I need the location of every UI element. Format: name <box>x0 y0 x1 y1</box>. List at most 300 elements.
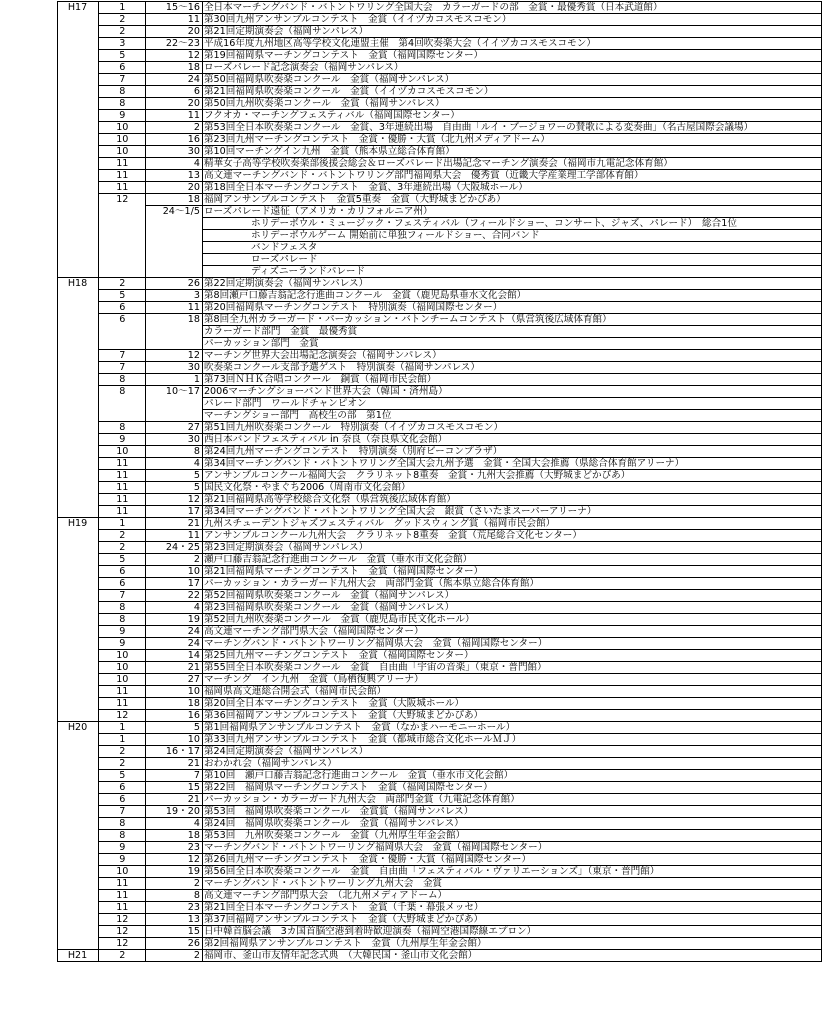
era-cell <box>58 422 99 434</box>
era-cell <box>58 206 99 218</box>
day-cell: 10 <box>146 734 202 746</box>
table-row <box>58 890 822 902</box>
month-cell: 12 <box>99 926 146 938</box>
day-cell: 16 <box>146 710 202 722</box>
table-row <box>58 578 822 590</box>
month-cell: 6 <box>99 578 146 590</box>
month-cell: 2 <box>99 278 146 290</box>
era-cell <box>58 602 99 614</box>
event-description-cell: 全日本マーチングバンド・バトントワリング全国大会 カラーガードの部 金賞・最優秀賞（日本武道館） <box>202 2 821 14</box>
day-cell: 18 <box>146 698 202 710</box>
table-row <box>58 2 822 14</box>
event-description-cell: 第20回福岡県マーチングコンテスト 特別演奏（福岡国際センター） <box>202 302 821 314</box>
event-description-cell: ローズパレード遠征（アメリカ・カリフォルニア州） <box>202 206 821 218</box>
era-cell <box>58 590 99 602</box>
month-cell <box>99 242 146 254</box>
table-row <box>58 878 822 890</box>
era-cell <box>58 74 99 86</box>
era-cell <box>58 314 99 326</box>
day-cell: 4 <box>146 818 202 830</box>
month-cell: 9 <box>99 842 146 854</box>
day-cell: 5 <box>146 470 202 482</box>
event-description-cell: マーチングバンド・バトントワーリング九州大会 金賞 <box>202 878 821 890</box>
table-row <box>58 422 822 434</box>
month-cell <box>99 326 146 338</box>
month-cell: 8 <box>99 602 146 614</box>
event-description-cell: 第1回福岡県アンサンブルコンテスト 金賞（なかまハーモニーホール） <box>202 722 821 734</box>
table-row <box>58 530 822 542</box>
day-cell: 26 <box>146 278 202 290</box>
era-cell <box>58 554 99 566</box>
table-row <box>58 854 822 866</box>
era-cell <box>58 734 99 746</box>
month-cell: 8 <box>99 86 146 98</box>
event-description-cell: 福岡市、釜山市友情年記念式典 （大韓民国・釜山市文化会館） <box>202 950 821 962</box>
day-cell: 10 <box>146 686 202 698</box>
era-cell <box>58 650 99 662</box>
month-cell: 8 <box>99 422 146 434</box>
era-cell: H18 <box>58 278 99 290</box>
era-cell <box>58 494 99 506</box>
event-description-cell: 第10回 瀬戸口藤吉翁記念行進曲コンクール 金賞（垂水市文化会館） <box>202 770 821 782</box>
event-description-cell: 第21回定期演奏会（福岡サンパレス） <box>202 26 821 38</box>
era-cell <box>58 182 99 194</box>
day-cell: 12 <box>146 854 202 866</box>
event-description-cell: パーカッション部門 金賞 <box>202 338 821 350</box>
event-description-cell: 第20回全日本マーチングコンテスト 金賞（大阪城ホール） <box>202 698 821 710</box>
event-history-table <box>57 1 822 962</box>
event-description-cell: 第24回定期演奏会（福岡サンパレス） <box>202 746 821 758</box>
era-cell <box>58 770 99 782</box>
day-cell: 11 <box>146 14 202 26</box>
event-description-cell: ホリデーボウル・ミュージック・フェスティバル（フィールドショー、コンサート、ジャズ、パレード） 総合1位 <box>202 218 821 230</box>
era-cell <box>58 458 99 470</box>
day-cell: 12 <box>146 494 202 506</box>
month-cell: 9 <box>99 434 146 446</box>
day-cell: 30 <box>146 434 202 446</box>
table-row <box>58 950 822 962</box>
month-cell: 11 <box>99 878 146 890</box>
day-cell: 4 <box>146 602 202 614</box>
table-row <box>58 782 822 794</box>
table-row <box>58 590 822 602</box>
table-row <box>58 266 822 278</box>
table-row <box>58 146 822 158</box>
era-cell <box>58 794 99 806</box>
table-row <box>58 938 822 950</box>
day-cell: 21 <box>146 662 202 674</box>
era-cell <box>58 818 99 830</box>
table-row <box>58 86 822 98</box>
table-row <box>58 698 822 710</box>
month-cell: 11 <box>99 470 146 482</box>
table-row <box>58 254 822 266</box>
table-row <box>58 170 822 182</box>
table-row <box>58 638 822 650</box>
table-row <box>58 818 822 830</box>
day-cell: 1 <box>146 374 202 386</box>
day-cell: 14 <box>146 650 202 662</box>
event-description-cell: 第24回 福岡県吹奏楽コンクール 金賞（福岡サンパレス） <box>202 818 821 830</box>
event-description-cell: 第26回九州マーチングコンテスト 金賞・優勝・大賞（福岡国際センター） <box>202 854 821 866</box>
day-cell: 20 <box>146 98 202 110</box>
day-cell: 15 <box>146 926 202 938</box>
event-description-cell: カラーガード部門 金賞 最優秀賞 <box>202 326 821 338</box>
day-cell: 21 <box>146 794 202 806</box>
month-cell: 1 <box>99 518 146 530</box>
era-cell <box>58 26 99 38</box>
month-cell: 8 <box>99 830 146 842</box>
month-cell: 7 <box>99 362 146 374</box>
day-cell: 18 <box>146 62 202 74</box>
day-cell: 11 <box>146 530 202 542</box>
day-cell: 11 <box>146 110 202 122</box>
event-description-cell: 第8回全九州カラーガード・パーカッション・バトンチームコンテスト（県営筑後広域体育館） <box>202 314 821 326</box>
event-description-cell: 第52回福岡県吹奏楽コンクール 金賞（福岡サンパレス） <box>202 590 821 602</box>
table-row <box>58 482 822 494</box>
day-cell: 20 <box>146 182 202 194</box>
event-description-cell: 第34回マーチングバンド・バトントワリング全国大会 銀賞（さいたまスーパーアリーナ） <box>202 506 821 518</box>
era-cell <box>58 362 99 374</box>
event-description-cell: 九州スチューデントジャズフェスティバル グッドスウィング賞（福岡市民会館） <box>202 518 821 530</box>
month-cell: 11 <box>99 890 146 902</box>
day-cell: 30 <box>146 362 202 374</box>
era-cell <box>58 890 99 902</box>
era-cell <box>58 746 99 758</box>
day-cell: 23 <box>146 842 202 854</box>
day-cell <box>146 266 202 278</box>
era-cell <box>58 110 99 122</box>
month-cell: 6 <box>99 314 146 326</box>
table-row <box>58 182 822 194</box>
event-description-cell: ディズニーランドパレード <box>202 266 821 278</box>
era-cell <box>58 482 99 494</box>
event-description-cell: ローズパレード <box>202 254 821 266</box>
month-cell: 10 <box>99 134 146 146</box>
month-cell: 6 <box>99 794 146 806</box>
month-cell: 12 <box>99 914 146 926</box>
era-cell <box>58 14 99 26</box>
table-row <box>58 302 822 314</box>
month-cell: 5 <box>99 770 146 782</box>
month-cell <box>99 254 146 266</box>
event-description-cell: 第53回 九州吹奏楽コンクール 金賞（九州厚生年金会館） <box>202 830 821 842</box>
event-description-cell: 第36回福岡アンサンブルコンテスト 金賞（大野城まどかぴあ） <box>202 710 821 722</box>
era-cell: H21 <box>58 950 99 962</box>
table-row <box>58 770 822 782</box>
month-cell: 11 <box>99 698 146 710</box>
month-cell: 7 <box>99 806 146 818</box>
era-cell <box>58 290 99 302</box>
table-row <box>58 662 822 674</box>
event-description-cell: 第50回九州吹奏楽コンクール 金賞（福岡サンパレス） <box>202 98 821 110</box>
day-cell: 10～17 <box>146 386 202 398</box>
table-row <box>58 734 822 746</box>
month-cell: 11 <box>99 482 146 494</box>
table-row <box>58 410 822 422</box>
table-row <box>58 350 822 362</box>
event-description-cell: 第21回全日本マーチングコンテスト 金賞（千葉・幕張メッセ） <box>202 902 821 914</box>
era-cell <box>58 866 99 878</box>
day-cell <box>146 230 202 242</box>
day-cell: 22～23 <box>146 38 202 50</box>
era-cell: H20 <box>58 722 99 734</box>
table-row <box>58 278 822 290</box>
table-row <box>58 686 822 698</box>
table-row <box>58 38 822 50</box>
month-cell: 10 <box>99 674 146 686</box>
month-cell: 1 <box>99 722 146 734</box>
day-cell: 2 <box>146 878 202 890</box>
table-row <box>58 746 822 758</box>
table-row <box>58 110 822 122</box>
table-row <box>58 290 822 302</box>
era-cell <box>58 926 99 938</box>
day-cell: 21 <box>146 518 202 530</box>
era-cell <box>58 266 99 278</box>
month-cell: 5 <box>99 554 146 566</box>
day-cell: 18 <box>146 314 202 326</box>
event-description-cell: 第18回全日本マーチングコンテスト 金賞、3年連続出場（大阪城ホール） <box>202 182 821 194</box>
event-description-cell: 国民文化祭・やまぐち2006（周南市文化会館） <box>202 482 821 494</box>
event-description-cell: ローズパレード記念演奏会（福岡サンパレス） <box>202 62 821 74</box>
era-cell <box>58 578 99 590</box>
table-row <box>58 674 822 686</box>
day-cell: 6 <box>146 86 202 98</box>
era-cell <box>58 218 99 230</box>
month-cell: 10 <box>99 662 146 674</box>
era-cell <box>58 146 99 158</box>
era-cell <box>58 170 99 182</box>
month-cell: 2 <box>99 746 146 758</box>
month-cell: 2 <box>99 530 146 542</box>
day-cell: 15 <box>146 782 202 794</box>
era-cell <box>58 662 99 674</box>
table-row <box>58 98 822 110</box>
table-row <box>58 602 822 614</box>
event-description-cell: マーチングショー部門 高校生の部 第1位 <box>202 410 821 422</box>
table-row <box>58 518 822 530</box>
era-cell <box>58 542 99 554</box>
day-cell: 10 <box>146 566 202 578</box>
month-cell: 2 <box>99 542 146 554</box>
month-cell: 3 <box>99 38 146 50</box>
day-cell: 17 <box>146 506 202 518</box>
day-cell: 16 <box>146 134 202 146</box>
month-cell: 9 <box>99 110 146 122</box>
day-cell: 2 <box>146 554 202 566</box>
table-row <box>58 74 822 86</box>
table-row <box>58 470 822 482</box>
month-cell: 11 <box>99 158 146 170</box>
month-cell: 11 <box>99 170 146 182</box>
table-row <box>58 542 822 554</box>
table-row <box>58 722 822 734</box>
table-row <box>58 914 822 926</box>
event-description-cell: 第53回 福岡県吹奏楽コンクール 金賞賞（福岡サンパレス） <box>202 806 821 818</box>
era-cell <box>58 398 99 410</box>
month-cell: 9 <box>99 854 146 866</box>
table-row <box>58 806 822 818</box>
day-cell: 11 <box>146 302 202 314</box>
table-row <box>58 650 822 662</box>
event-description-cell: バンドフェスタ <box>202 242 821 254</box>
day-cell: 27 <box>146 674 202 686</box>
era-cell <box>58 626 99 638</box>
event-description-cell: 第2回福岡県アンサンブルコンテスト 金賞（九州厚生年金会館） <box>202 938 821 950</box>
event-description-cell: 第73回ＮＨＫ合唱コンクール 銅賞（福岡市民会館） <box>202 374 821 386</box>
table-row <box>58 62 822 74</box>
era-cell <box>58 566 99 578</box>
month-cell: 8 <box>99 374 146 386</box>
event-description-cell: 第24回九州マーチングコンテスト 特別演奏（別府ビーコンプラザ） <box>202 446 821 458</box>
day-cell <box>146 254 202 266</box>
day-cell: 17 <box>146 578 202 590</box>
era-cell: H17 <box>58 2 99 14</box>
day-cell: 19・20 <box>146 806 202 818</box>
event-description-cell: おわかれ会（福岡サンパレス） <box>202 758 821 770</box>
event-description-cell: 第55回全日本吹奏楽コンクール 金賞 自由曲「宇宙の音楽」（東京・普門館） <box>202 662 821 674</box>
table-row <box>58 122 822 134</box>
month-cell: 2 <box>99 950 146 962</box>
event-description-cell: 2006マーチングショーバンド世界大会（韓国・済州島） <box>202 386 821 398</box>
event-description-cell: 第21回福岡県高等学校総合文化祭（県営筑後広域体育館） <box>202 494 821 506</box>
day-cell <box>146 218 202 230</box>
month-cell: 12 <box>99 938 146 950</box>
table-row <box>58 362 822 374</box>
day-cell: 24 <box>146 74 202 86</box>
month-cell: 7 <box>99 74 146 86</box>
event-description-cell: 高文連マーチング部門県大会 （北九州メディアドーム） <box>202 890 821 902</box>
era-cell <box>58 38 99 50</box>
month-cell: 12 <box>99 194 146 206</box>
era-cell <box>58 122 99 134</box>
era-cell <box>58 470 99 482</box>
table-row <box>58 626 822 638</box>
month-cell: 11 <box>99 506 146 518</box>
table-row <box>58 458 822 470</box>
event-description-cell: 精華女子高等学校吹奏楽部後援会総会＆ローズパレード出場記念マーチング演奏会（福岡市九電記念体育館） <box>202 158 821 170</box>
month-cell: 10 <box>99 146 146 158</box>
era-cell <box>58 350 99 362</box>
era-cell <box>58 758 99 770</box>
event-description-cell: 第34回マーチングバンド・バトントワリング全国大会九州予選 金賞・全国大会推薦（県総合体育館アリーナ） <box>202 458 821 470</box>
day-cell: 13 <box>146 914 202 926</box>
month-cell: 2 <box>99 758 146 770</box>
table-row <box>58 794 822 806</box>
event-description-cell: 平成16年度九州地区高等学校文化連盟主催 第4回吹奏楽大会（イイヅカコスモスコモン） <box>202 38 821 50</box>
table-row <box>58 218 822 230</box>
table-row <box>58 446 822 458</box>
table-row <box>58 50 822 62</box>
day-cell <box>146 410 202 422</box>
era-cell <box>58 158 99 170</box>
month-cell: 6 <box>99 62 146 74</box>
table-row <box>58 902 822 914</box>
event-description-cell: ホリデーボウルゲーム 開始前に単独フィールドショー、合同バンド <box>202 230 821 242</box>
day-cell: 5 <box>146 722 202 734</box>
table-row <box>58 614 822 626</box>
month-cell: 8 <box>99 386 146 398</box>
event-description-cell: 福岡アンサンブルコンテスト 金賞5重奏 金賞（大野城まどかぴあ） <box>202 194 821 206</box>
era-cell <box>58 902 99 914</box>
day-cell: 21 <box>146 758 202 770</box>
era-cell <box>58 326 99 338</box>
table-row <box>58 26 822 38</box>
era-cell <box>58 710 99 722</box>
month-cell: 7 <box>99 350 146 362</box>
table-row <box>58 338 822 350</box>
event-description-cell: 第21回福岡県マーチングコンテスト 金賞（福岡国際センター） <box>202 566 821 578</box>
era-cell <box>58 938 99 950</box>
era-cell <box>58 410 99 422</box>
era-cell <box>58 686 99 698</box>
month-cell: 10 <box>99 866 146 878</box>
day-cell: 2 <box>146 122 202 134</box>
table-row <box>58 398 822 410</box>
table-row <box>58 710 822 722</box>
day-cell: 24 <box>146 626 202 638</box>
era-cell <box>58 194 99 206</box>
event-description-cell: パーカッション・カラーガード九州大会 両部門金賞（熊本県立総合体育館） <box>202 578 821 590</box>
day-cell: 4 <box>146 458 202 470</box>
table-row <box>58 230 822 242</box>
table-row <box>58 434 822 446</box>
day-cell: 19 <box>146 614 202 626</box>
day-cell: 26 <box>146 938 202 950</box>
era-cell <box>58 50 99 62</box>
table-row <box>58 134 822 146</box>
event-description-cell: 西日本バンドフェスティバル in 奈良（奈良県文化会館） <box>202 434 821 446</box>
event-description-cell: 第22回 福岡県マーチングコンテスト 金賞（福岡国際センター） <box>202 782 821 794</box>
month-cell: 5 <box>99 290 146 302</box>
month-cell: 9 <box>99 626 146 638</box>
event-description-cell: 第22回定期演奏会（福岡サンパレス） <box>202 278 821 290</box>
day-cell: 24 <box>146 638 202 650</box>
day-cell <box>146 338 202 350</box>
table-row <box>58 830 822 842</box>
era-cell <box>58 242 99 254</box>
era-cell <box>58 698 99 710</box>
month-cell: 10 <box>99 446 146 458</box>
day-cell: 8 <box>146 446 202 458</box>
event-description-cell: 第21回福岡県吹奏楽コンクール 金賞（イイヅカコスモスコモン） <box>202 86 821 98</box>
day-cell: 13 <box>146 170 202 182</box>
month-cell: 7 <box>99 590 146 602</box>
table-row <box>58 842 822 854</box>
table-row <box>58 326 822 338</box>
event-description-cell: パレード部門 ワールドチャンピオン <box>202 398 821 410</box>
table-row <box>58 314 822 326</box>
day-cell: 12 <box>146 350 202 362</box>
table-row <box>58 758 822 770</box>
era-cell <box>58 914 99 926</box>
month-cell: 6 <box>99 302 146 314</box>
day-cell: 18 <box>146 194 202 206</box>
table-row <box>58 554 822 566</box>
month-cell <box>99 266 146 278</box>
day-cell: 18 <box>146 830 202 842</box>
era-cell <box>58 842 99 854</box>
event-description-cell: 吹奏楽コンクール支部予選ゲスト 特別演奏（福岡サンパレス） <box>202 362 821 374</box>
table-row <box>58 374 822 386</box>
month-cell: 11 <box>99 686 146 698</box>
table-row <box>58 926 822 938</box>
event-description-cell: 第23回定期演奏会（福岡サンパレス） <box>202 542 821 554</box>
era-cell <box>58 806 99 818</box>
table-row <box>58 242 822 254</box>
day-cell: 7 <box>146 770 202 782</box>
